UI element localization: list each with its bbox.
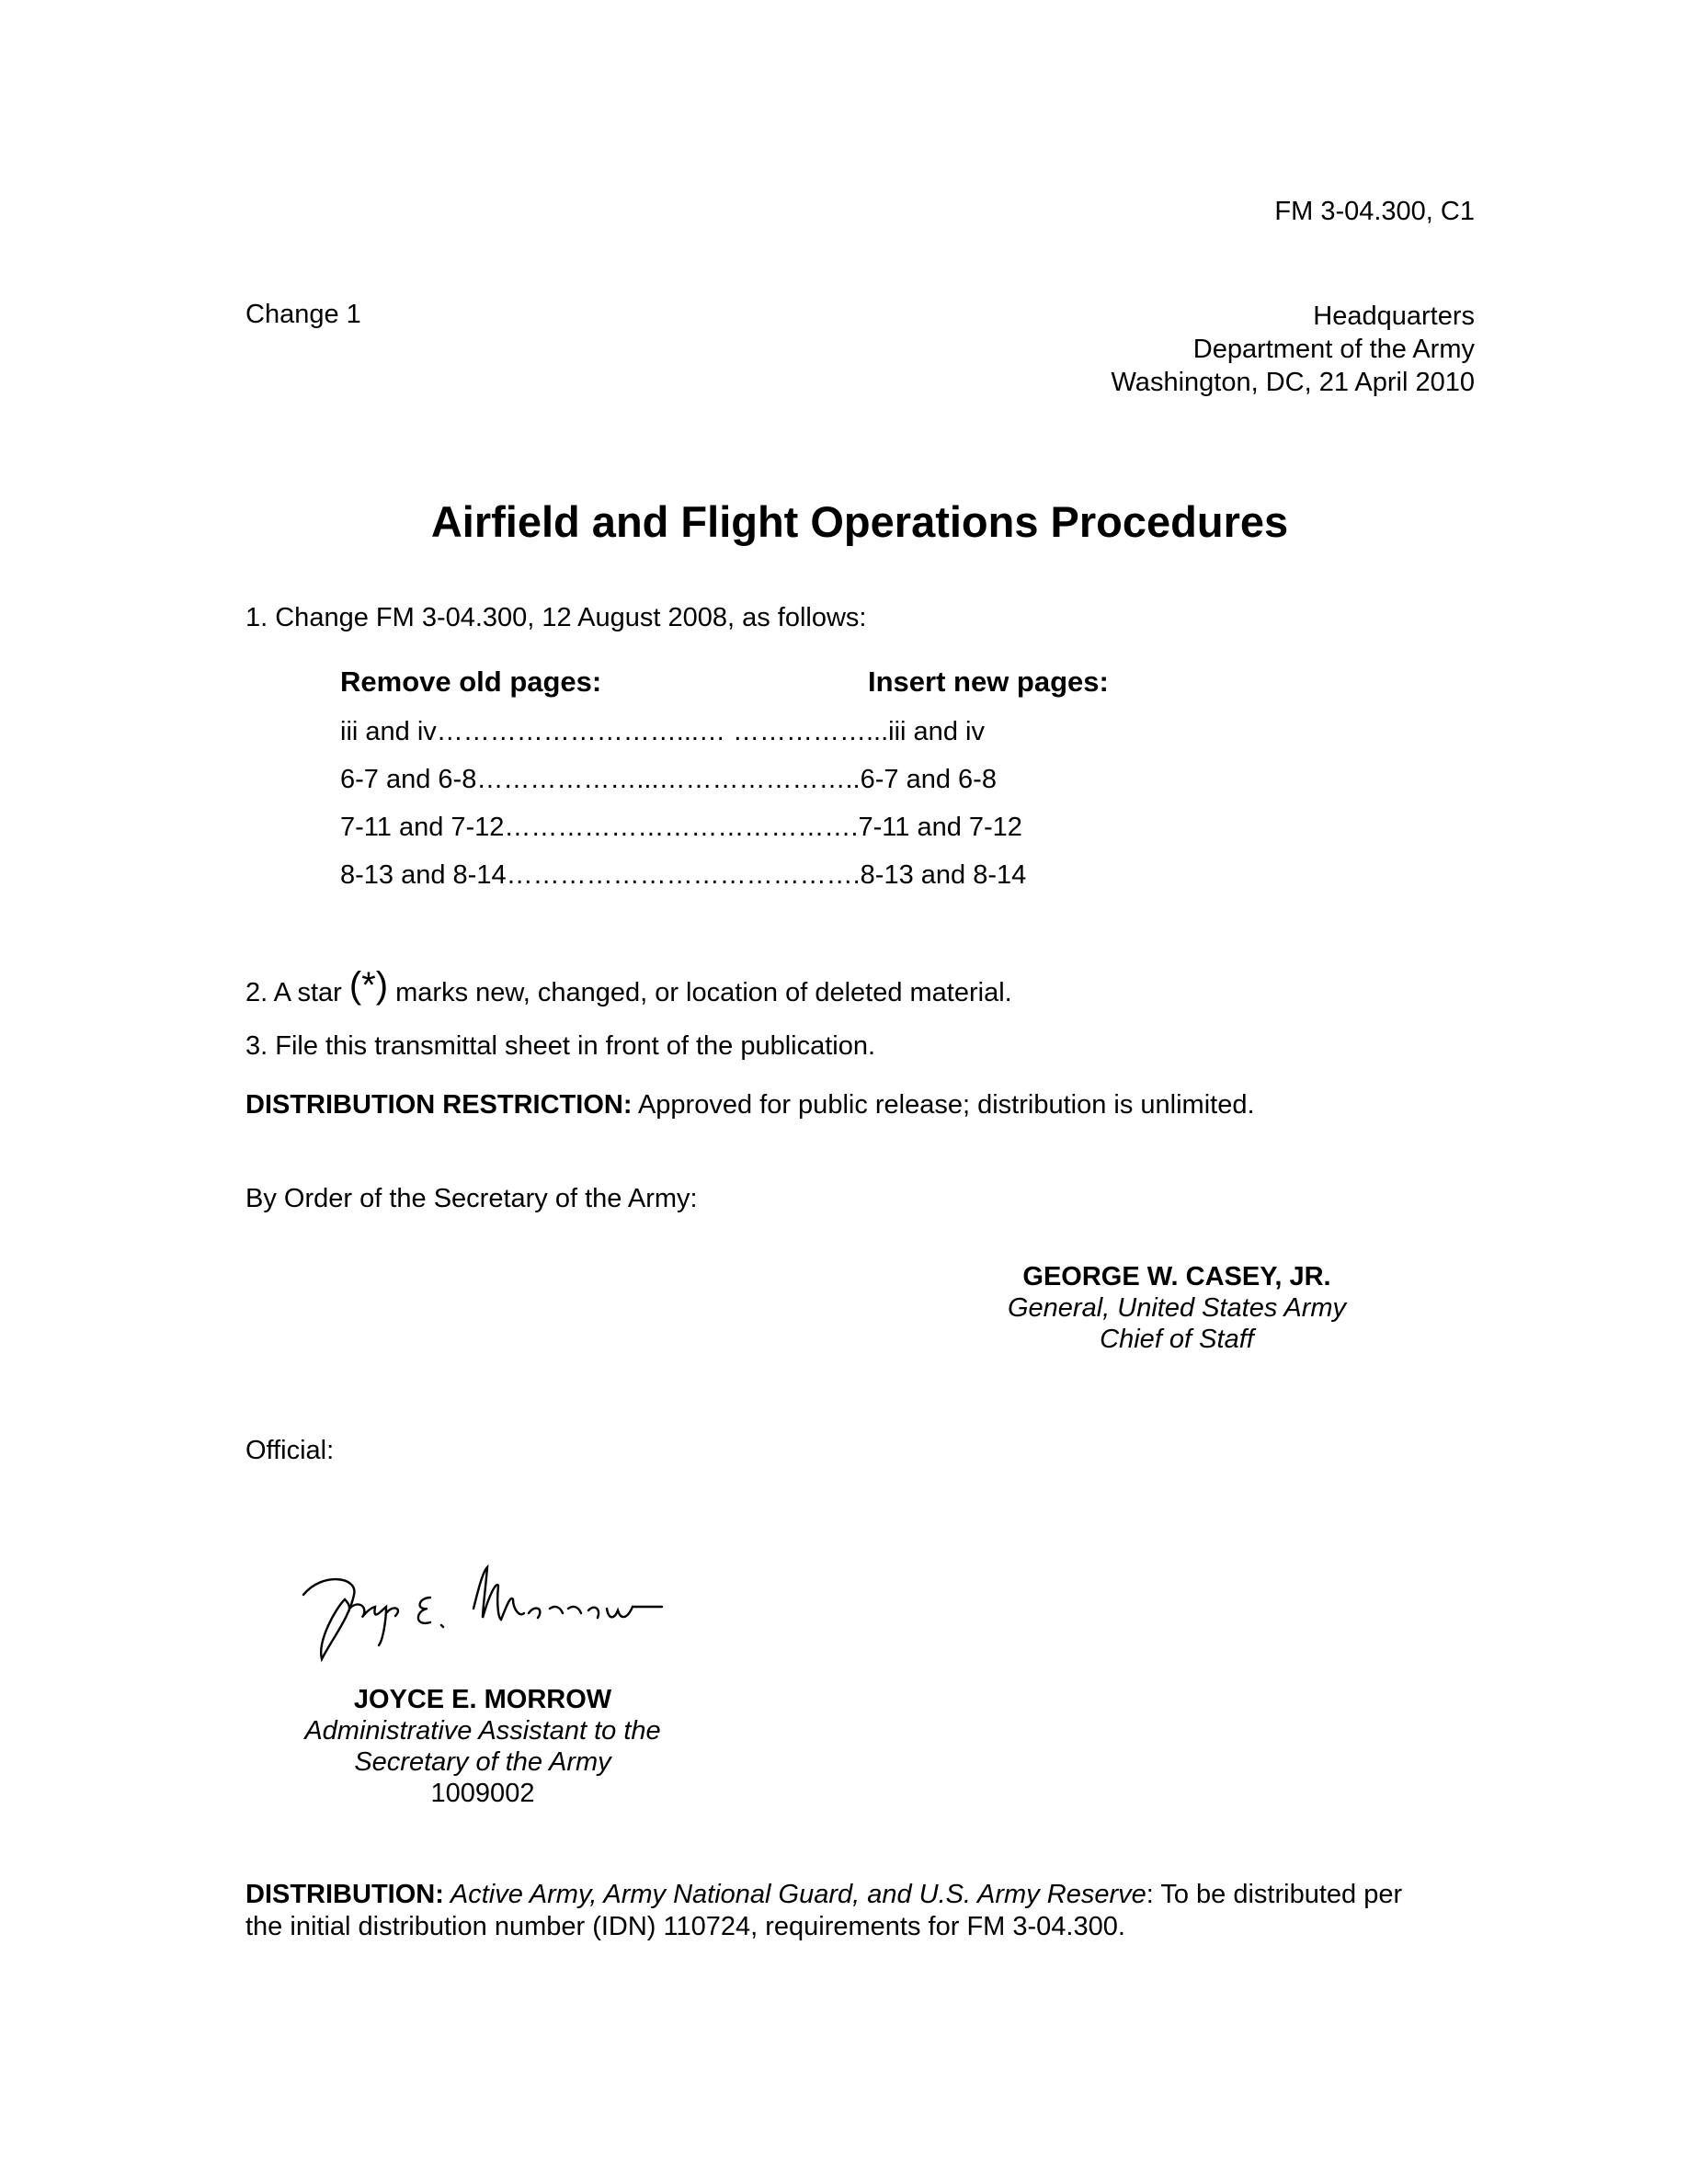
instruction-1: 1. Change FM 3-04.300, 12 August 2008, as follows: [245, 603, 867, 632]
by-order: By Order of the Secretary of the Army: [245, 1184, 698, 1213]
instruction-3: 3. File this transmittal sheet in front of the publication. [245, 1031, 876, 1061]
issuer-line: Headquarters [1313, 301, 1475, 331]
signer-title: Chief of Staff [1100, 1325, 1254, 1354]
table-row [340, 717, 985, 747]
distribution-restriction [245, 1090, 1255, 1120]
table-row [340, 860, 1026, 891]
new-pages: 8-13 and 8-14 [860, 860, 1027, 890]
new-pages: 6-7 and 6-8 [860, 765, 997, 794]
official-label: Official: [245, 1436, 335, 1465]
issuer-line: Department of the Army [1192, 335, 1475, 364]
text: 2. A star [245, 978, 349, 1007]
document-id: FM 3-04.300, C1 [1274, 197, 1475, 226]
new-pages: 7-11 and 7-12 [858, 813, 1022, 842]
remove-header: Remove old pages: [340, 665, 602, 698]
old-pages: 7-11 and 7-12…………………………………. [340, 813, 859, 842]
table-row [340, 813, 1022, 843]
issuer-block [1112, 300, 1475, 399]
label: DISTRIBUTION RESTRICTION: [245, 1090, 633, 1120]
signature-image [294, 1553, 699, 1664]
issuer-line: Washington, DC, 21 April 2010 [1111, 368, 1475, 397]
old-pages: iii and iv………………………...… ……………... [340, 717, 889, 746]
label: DISTRIBUTION: [245, 1880, 444, 1909]
change-number: Change 1 [245, 300, 361, 329]
text: marks new, changed, or location of deleted material. [388, 978, 1012, 1007]
text: Active Army, Army National Guard, and U.S. Army Reserve [443, 1880, 1146, 1909]
signer-name: GEORGE W. CASEY, JR. [1022, 1262, 1331, 1291]
signer-title: Administrative Assistant to the [304, 1716, 661, 1746]
old-pages: 6-7 and 6-8………………...………………….. [340, 765, 861, 794]
text: Approved for public release; distribution is unlimited. [632, 1090, 1255, 1120]
signer-title: Secretary of the Army [354, 1747, 611, 1777]
text: the initial distribution number (IDN) 110724, requirements for FM 3-04.300. [245, 1912, 1125, 1941]
new-pages: iii and iv [888, 717, 985, 746]
signer-title: General, United States Army [1007, 1293, 1347, 1323]
star-symbol: (*) [348, 965, 389, 1006]
instruction-2 [245, 965, 1012, 1010]
page-title: Airfield and Flight Operations Procedures [430, 497, 1289, 546]
distribution [245, 1879, 1402, 1943]
insert-header: Insert new pages: [868, 665, 1109, 698]
old-pages: 8-13 and 8-14…………………………………. [340, 860, 861, 890]
signer-name: JOYCE E. MORROW [353, 1685, 612, 1714]
publication-number: 1009002 [430, 1779, 535, 1808]
signer1-block [947, 1261, 1407, 1355]
table-row [340, 765, 997, 795]
text: : To be distributed per [1146, 1880, 1403, 1909]
signer2-block [253, 1684, 713, 1809]
